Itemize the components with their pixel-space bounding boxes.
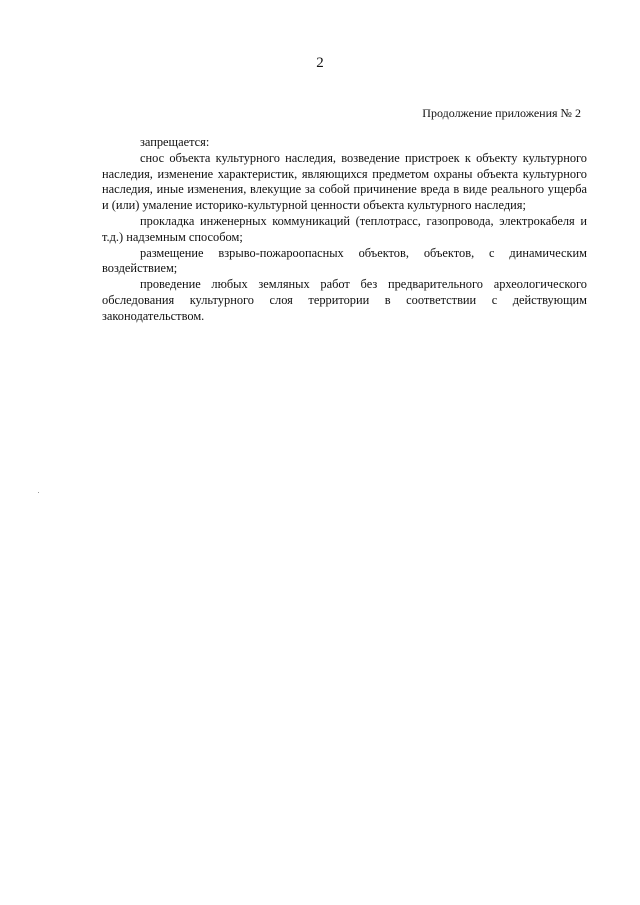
paragraph-hazardous-objects-ban: размещение взрыво-пожароопасных объектов, объектов, с динамическим воздействием; [102, 245, 587, 276]
appendix-continuation-label: Продолжение приложения № 2 [422, 106, 581, 120]
page-number: 2 [316, 55, 324, 71]
paragraph-utilities-ban: прокладка инженерных коммуникаций (теплотрасс, газопровода, электрокабеля и т.д.) надземным способом; [102, 213, 587, 244]
scan-speck [38, 492, 39, 493]
paragraph-demolition-ban: снос объекта культурного наследия, возведение пристроек к объекту культурного наследия, изменение характеристик, являющихся предметом охраны объекта культурного наследия, иные изменения, влекущие за собой причинение вреда в виде реального ущерба и (или) умаление историко-культурной ценности объекта культурного наследия; [102, 150, 587, 213]
paragraph-prohibited-intro: запрещается: [140, 135, 210, 149]
paragraph-earthworks-ban: проведение любых земляных работ без предварительного археологического обследования культурного слоя территории в соответствии с действующим законодательством. [102, 277, 587, 323]
document-body [102, 135, 587, 325]
